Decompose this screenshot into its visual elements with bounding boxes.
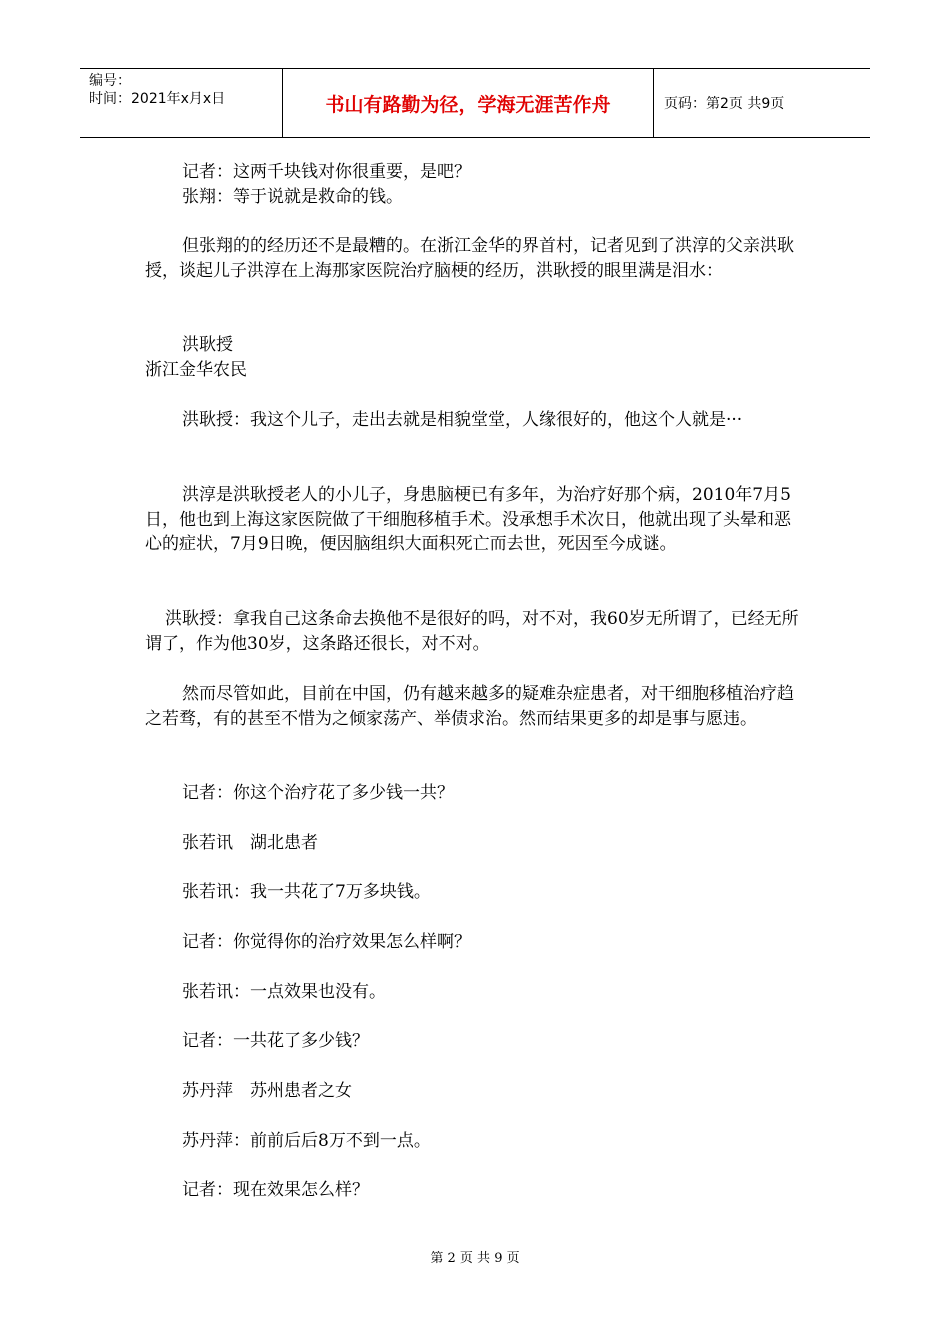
paragraph: 张若讯：我一共花了7万多块钱。 bbox=[182, 882, 431, 902]
paragraph-line bbox=[145, 930, 805, 955]
speaker-name: 洪耿授 bbox=[182, 335, 233, 355]
paragraph: 洪耿授：我这个儿子，走出去就是相貌堂堂，人缘很好的，他这个人就是··· bbox=[182, 410, 743, 430]
paragraph: 记者：这两千块钱对你很重要，是吧？ bbox=[182, 162, 471, 182]
page-footer: 第 2 页 共 9 页 bbox=[430, 1251, 520, 1266]
speaker-caption-1 bbox=[145, 333, 805, 382]
paragraph: 苏丹萍：前前后后8万不到一点。 bbox=[182, 1131, 431, 1151]
paragraph-line bbox=[145, 1029, 805, 1054]
header-meta bbox=[80, 69, 282, 137]
paragraph-line bbox=[145, 1129, 805, 1154]
paragraph-block-1 bbox=[145, 160, 805, 209]
paragraph-block-5 bbox=[145, 607, 805, 656]
paragraph: 记者：你觉得你的治疗效果怎么样啊？ bbox=[182, 932, 471, 952]
page-header bbox=[80, 68, 870, 138]
number-label: 编号： bbox=[89, 73, 131, 89]
paragraph-line bbox=[145, 781, 805, 806]
speaker-title: 浙江金华农民 bbox=[145, 359, 247, 380]
paragraph-line bbox=[145, 1178, 805, 1203]
paragraph: 然而尽管如此，目前在中国，仍有越来越多的疑难杂症患者，对干细胞移植治疗趋之若骛，有的甚至不惜为之倾家荡产、举债求治。然而结果更多的却是事与愿违。 bbox=[145, 684, 794, 729]
paragraph: 记者：一共花了多少钱？ bbox=[182, 1031, 369, 1051]
speaker-caption: 苏丹萍 苏州患者之女 bbox=[182, 1081, 352, 1101]
speaker-caption: 张若讯 湖北患者 bbox=[182, 833, 318, 853]
paragraph-block-6 bbox=[145, 682, 805, 731]
date-label: 时间：2021年x月x日 bbox=[89, 91, 226, 107]
paragraph: 记者：现在效果怎么样？ bbox=[182, 1180, 369, 1200]
paragraph-line bbox=[145, 980, 805, 1005]
paragraph-block-2 bbox=[145, 234, 805, 283]
paragraph: 但张翔的的经历还不是最糟的。在浙江金华的界首村，记者见到了洪淳的父亲洪耿授，谈起儿子洪淳在上海那家医院治疗脑梗的经历，洪耿授的眼里满是泪水： bbox=[145, 236, 794, 281]
speaker-caption-3 bbox=[145, 1079, 805, 1104]
paragraph: 记者：你这个治疗花了多少钱一共？ bbox=[182, 783, 454, 803]
header-motto: 书山有路勤为径，学海无涯苦作舟 bbox=[282, 69, 654, 137]
paragraph: 洪淳是洪耿授老人的小儿子，身患脑梗已有多年，为治疗好那个病，2010年7月5日，他也到上海这家医院做了干细胞移植手术。没承想手术次日，他就出现了头晕和恶心的症状，7月9日晚，便因脑组织大面积死亡而去世，死因至今成谜。 bbox=[145, 485, 791, 554]
header-page-label: 页码：第2页 共9页 bbox=[664, 96, 785, 112]
paragraph-block-4 bbox=[145, 483, 805, 557]
paragraph-line bbox=[145, 880, 805, 905]
paragraph-block-3 bbox=[145, 408, 805, 433]
paragraph: 张若讯：一点效果也没有。 bbox=[182, 982, 386, 1002]
paragraph: 张翔：等于说就是救命的钱。 bbox=[182, 186, 403, 207]
paragraph: 洪耿授：拿我自己这条命去换他不是很好的吗，对不对，我60岁无所谓了，已经无所谓了，作为他30岁，这条路还很长，对不对。 bbox=[145, 609, 799, 654]
speaker-caption-2 bbox=[145, 831, 805, 856]
